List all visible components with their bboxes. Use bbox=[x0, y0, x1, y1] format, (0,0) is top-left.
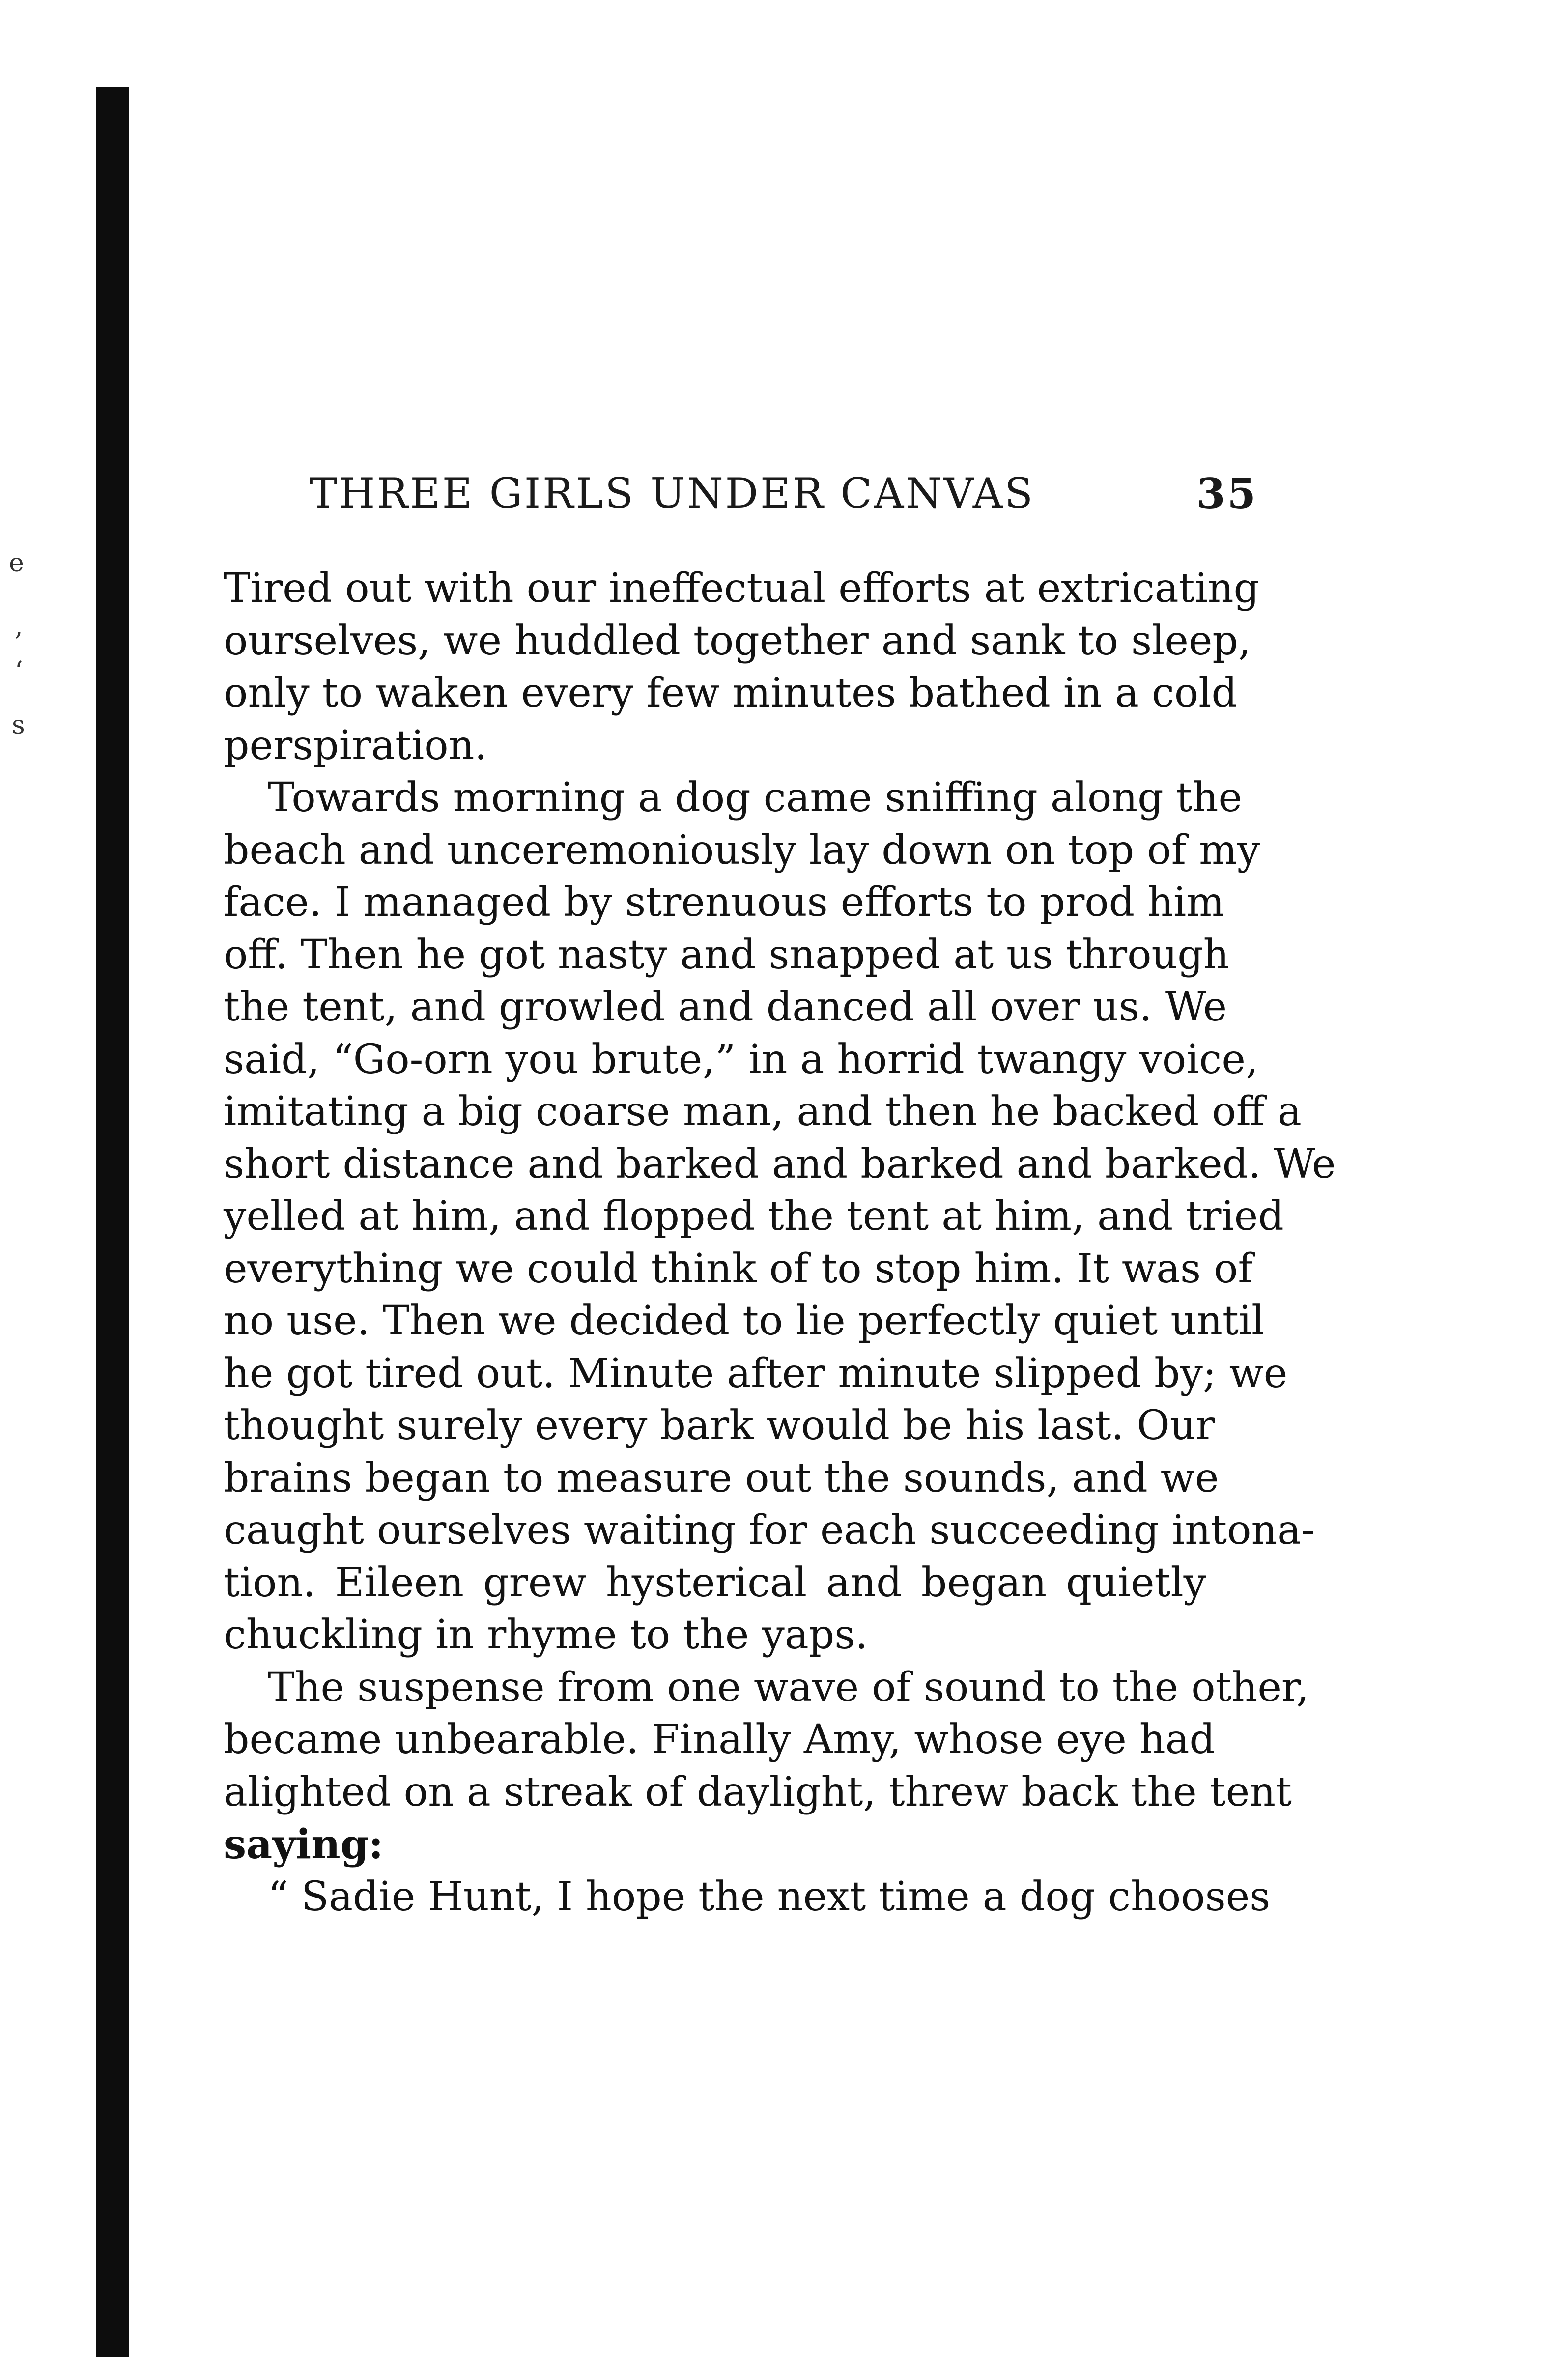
margin-mark: ‘ bbox=[15, 656, 23, 686]
text-line: he got tired out. Minute after minute slipped by; we bbox=[224, 1350, 1288, 1397]
text-line: short distance and barked and barked and barked. We bbox=[224, 1140, 1336, 1188]
text-line: ourselves, we huddled together and sank to sleep, bbox=[224, 617, 1251, 664]
text-line: said, “Go-orn you brute,” in a horrid twangy voice, bbox=[224, 1036, 1258, 1083]
text-line: face. I managed by strenuous efforts to prod him bbox=[224, 879, 1225, 926]
page-number: 35 bbox=[1196, 469, 1258, 518]
margin-mark: , bbox=[15, 612, 23, 642]
text-line: “ Sadie Hunt, I hope the next time a dog chooses bbox=[268, 1873, 1271, 1920]
running-head bbox=[226, 469, 1258, 523]
text-line: became unbearable. Finally Amy, whose eye had bbox=[224, 1716, 1216, 1763]
text-line: Tired out with our ineffectual efforts at extricating bbox=[224, 565, 1260, 612]
text-line: everything we could think of to stop him. It was of bbox=[224, 1245, 1253, 1292]
running-head-title: THREE GIRLS UNDER CANVAS bbox=[310, 469, 1035, 517]
margin-mark: e bbox=[9, 548, 24, 578]
text-line: imitating a big coarse man, and then he backed off a bbox=[224, 1088, 1302, 1135]
text-line: yelled at him, and flopped the tent at him, and tried bbox=[224, 1193, 1284, 1240]
text-line: caught ourselves waiting for each succeeding intona- bbox=[224, 1507, 1315, 1554]
text-line: beach and unceremoniously lay down on top of my bbox=[224, 826, 1260, 874]
text-line: alighted on a streak of daylight, threw back the tent bbox=[224, 1768, 1292, 1815]
text-line: Towards morning a dog came sniffing along the bbox=[268, 774, 1242, 821]
text-line: The suspense from one wave of sound to the other, bbox=[268, 1664, 1309, 1711]
text-line: only to waken every few minutes bathed in a cold bbox=[224, 670, 1237, 716]
text-line: thought surely every bark would be his last. Our bbox=[224, 1402, 1215, 1449]
text-line: saying: bbox=[224, 1821, 384, 1868]
text-line: off. Then he got nasty and snapped at us through bbox=[224, 931, 1229, 978]
text-line: tion. Eileen grew hysterical and began quietly bbox=[224, 1559, 1206, 1606]
text-line: brains began to measure out the sounds, and we bbox=[224, 1454, 1219, 1502]
text-line: no use. Then we decided to lie perfectly quiet until bbox=[224, 1298, 1265, 1344]
body-text bbox=[224, 563, 1336, 1923]
text-line: perspiration. bbox=[224, 722, 487, 769]
margin-mark: s bbox=[12, 710, 25, 740]
text-line: the tent, and growled and danced all over us. We bbox=[224, 984, 1227, 1030]
binding-shadow-bar bbox=[96, 87, 129, 2357]
text-line: chuckling in rhyme to the yaps. bbox=[224, 1612, 868, 1658]
